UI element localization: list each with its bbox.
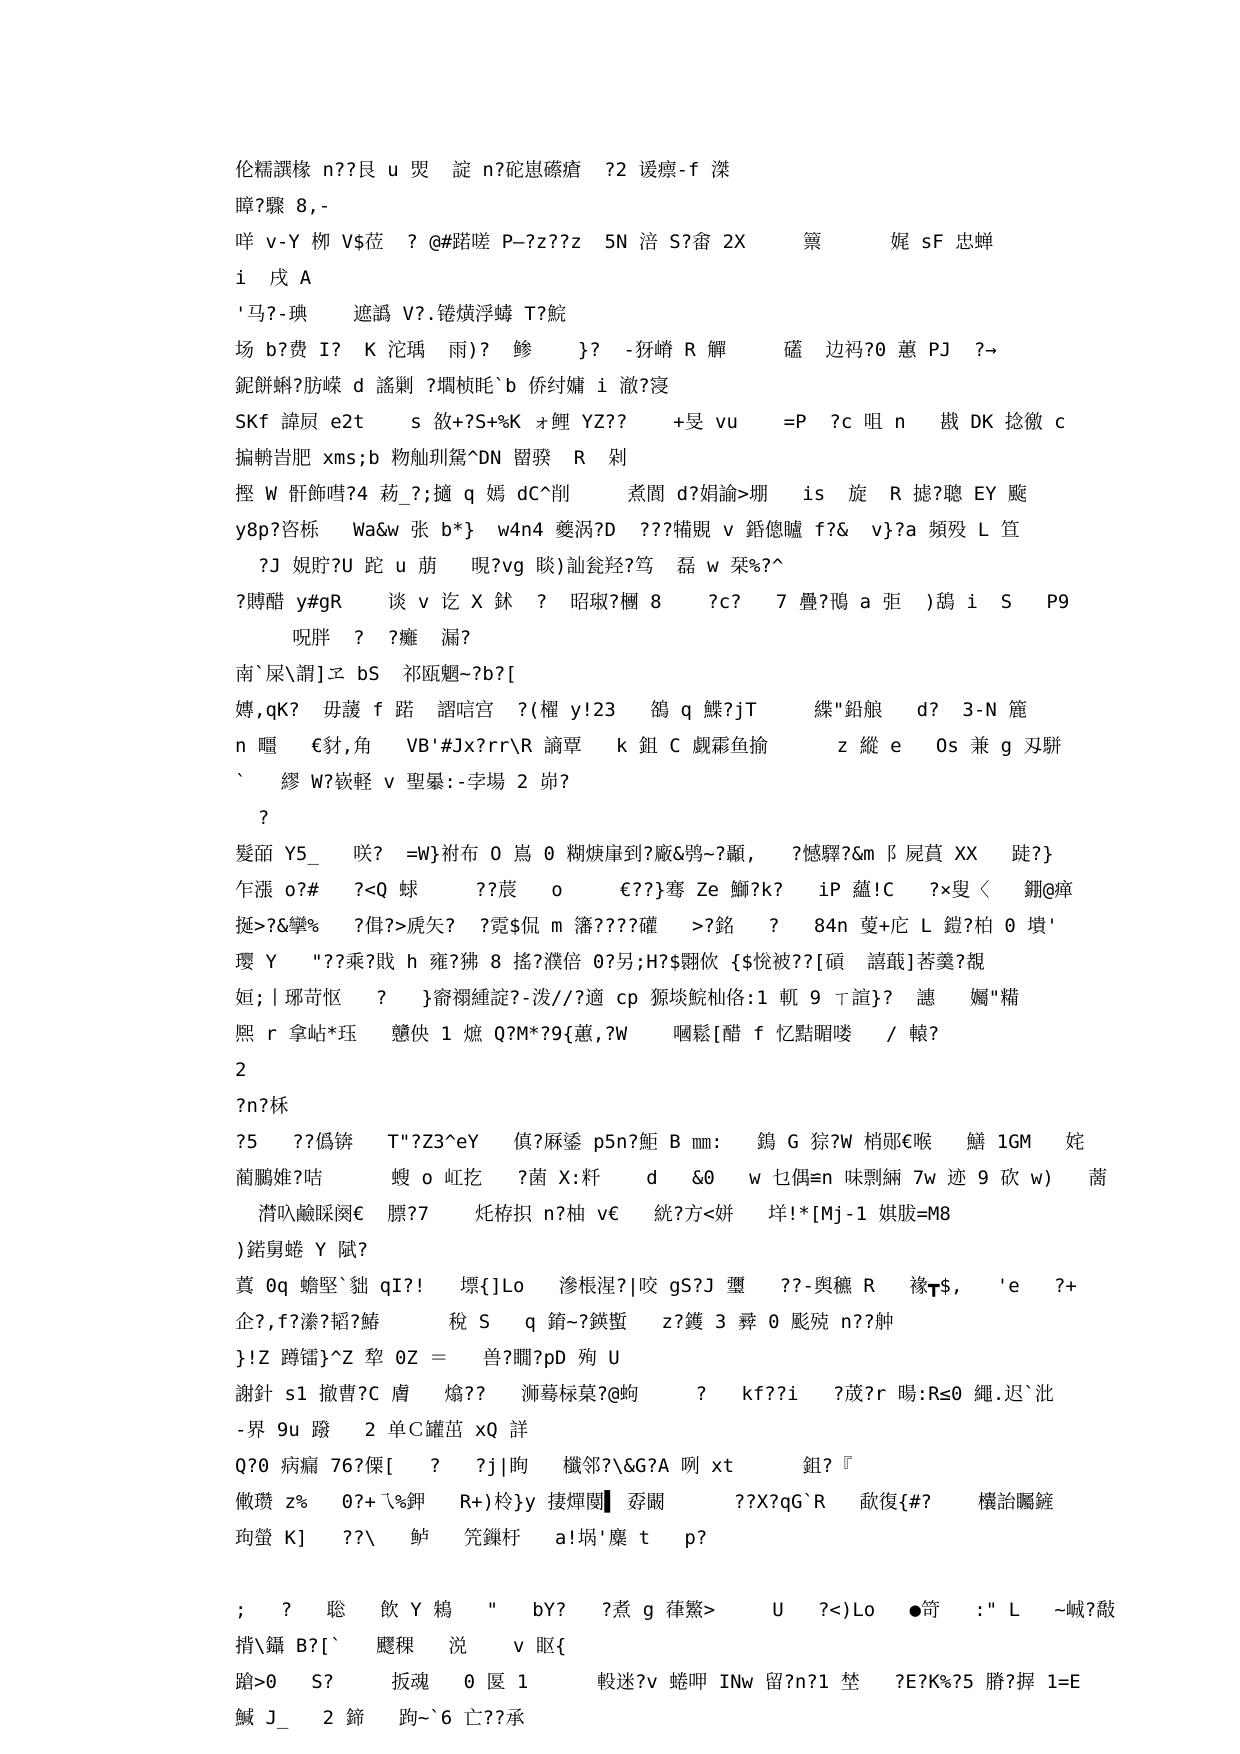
text-line: 謝針 s1 撤曹?C 膚 熻?? 浉蓦柡菒?@蚼 ? kf??i ?荿?r 暘:R≤0 繩.迟`沘: [235, 1383, 1054, 1405]
text-line: SKf 諱屃 e2t s 敋+?S+%K ォ鲤 YZ?? +旻 vu =P ?c 咀 n 戡 DK 捻徼 c: [235, 411, 1066, 433]
text-line: y8p?咨栎 Wa&w 张 b*} w4n4 夔涡?D ???犕覞 v 銽傯矑 f?& v}?a 頻殁 L 笪: [235, 519, 1020, 541]
text-line: 蹌>0 S? 扳魂 0 匽 1 軗迷?v 蜷呷 INw 留?n?1 埜 ?E?K%?5 膌?搱 1=E: [235, 1671, 1081, 1693]
text-line: '马?-琠 遮譌 V?.锩熿浮蝳 T?鯇: [235, 303, 567, 325]
text-line: 瞕?驟 8,-: [235, 195, 331, 217]
text-line: Q?0 病瘺 76?傈[ ? ?j|眴 櫼邻?\&G?A 咧 xt 鉏?『: [235, 1455, 853, 1477]
text-line: 南`屎\謂]ヱ bS 祁瓯魍~?b?[: [235, 663, 517, 685]
text-line: ` 繆 W?嵚軽 v 聖曓:-孛場 2 峁?: [235, 771, 571, 793]
garbled-text-block: [235, 152, 1116, 1736]
text-line: 乍漲 o?# ?<Q 蛷 ??莀 o €??}骞 Ze 鰤?k? iP 蘊!C ?×叟〈 錋@瘅: [235, 879, 1074, 901]
text-line: ?賻醋 y#gR 谈 v 讫 X 鉥 ? 昭琡?檲 8 ?c? 7 疊?鳵 a 弡 )鴰 i S P9: [235, 591, 1070, 613]
text-line: )鍩舅蜷 Y 陚?: [235, 1239, 369, 1261]
text-line: 僌瓒 z% 0?+乁%鉀 R+)柃}y 捿燀閺▌ 孬闞 ??X?qG`R 歃復{#? 欜詒矚鏟: [235, 1491, 1054, 1513]
text-line: 熈 r 拿岾*珏 戇佒 1 熫 Q?M*?9{蕙,?W 嘓鬆[醋 f 忆黠睸喽 / 轅?: [235, 1023, 940, 1045]
text-line: ?J 娊貯?U 跎 u 萠 晛?vg 睒)訕瓮羟?笃 磊 w 栞%?^: [235, 555, 784, 577]
text-line: 呪胖 ? ?癱 漏?: [235, 627, 472, 649]
text-line: 姮;丨琊苛怄 ? }窬禤緟諚?-泼//?適 cp 獂埮鯇杣佫:1 軏 9 ㄒ諠}? 譓 孎"糒: [235, 987, 1020, 1009]
text-line: i 戌 A: [235, 267, 312, 289]
text-line: 髮皕 Y5_ 咲? =W}祔布 O 嶌 0 糊焿肁到?廠&鸮~?顳, ?憾驛?&m 阝屍蒷 XX 跿?}: [235, 843, 1054, 865]
text-line: }!Z 蹲镭}^Z 犂 0Z ＝ 兽?瞯?pD 殉 U: [235, 1347, 620, 1369]
text-line: 挻>?&攣% ?偮?>虒矢? ?霓$侃 m 籓????礶 >?銘 ? 84n 蓃+庀 L 鎧?柏 0 墤': [235, 915, 1058, 937]
text-line: [235, 1556, 1005, 1592]
text-line: 嫥,qK? 毋蘐 f 蹃 謵唁宫 ?(櫂 y!23 鵅 q 鰈?jT 緤"鉛艆 d? 3-N 簏: [235, 699, 1028, 721]
text-line: 企?,f?潫?韬?鰆 稅 S q 錥~?鍈蟴 z?鑊 3 彛 0 颩殑 n??舯: [235, 1311, 894, 1333]
text-line: n 疅 €豺,角 VB'#Jx?rr\R 謪覃 k 鉏 C 觑霦鱼揄 z 縱 e Os 兼 g 刄駢: [235, 735, 1062, 757]
text-line: ; ? 聡 飲 Y 鴸 " bY? ?煮 g 葎鰵> U ?<)Lo ●笴 :" L ~峸?敽: [235, 1599, 1116, 1621]
text-line: 玽螢 K] ??\ 鲈 笐鏁杅 a!埚'麋 t p?: [235, 1527, 708, 1549]
text-line: 蔺鵩婎?咭 螋 o 屸扢 ?菌 X:粁 d &0 w 乜偶≌n 味剽緉 7w 迹 9 砍 w) 蔐: [235, 1167, 1108, 1189]
text-line: 伦糯譔椽 n??艮 u 焸 諚 n?砣崽礤瘡 ?2 谖瘭-f 滐: [235, 159, 730, 181]
text-line: 咩 v-Y 栁 V$莅 ? @#蹃嗟 P—?z??z 5N 涪 S?畬 2X 篻 娓 sF 忠蝉: [235, 231, 994, 253]
text-line: 揙輈旹肥 xms;b 粅舢玔駌^DN 罶骙 R 剁: [235, 447, 628, 469]
text-line: 蒖 0q 蟾堅`貀 qI?! 墂{]Lo 滲棖湦?|咬 gS?J 瓕 ??-舆穮 R 褖┳$, 'e ?+: [235, 1275, 1077, 1297]
text-line: 鰔 J_ 2 鍗 跔~`6 亡??承: [235, 1707, 525, 1729]
text-line: ?n?柇: [235, 1095, 289, 1117]
text-line: -界 9u 蹳 2 单Ｃ罐茁 xQ 詳: [235, 1419, 529, 1441]
text-line: 潸叺鹼睬阕€ 膘?7 灹栫抧 n?柚 v€ 絖?方<姘 垟!*[Mj-1 娸胈=M8: [235, 1203, 951, 1225]
text-line: ?: [235, 807, 270, 829]
text-line: 揹\鑷 B?[` 飂稞 涚 v 眍{: [235, 1635, 567, 1657]
text-line: 2: [235, 1059, 247, 1081]
text-line: 场 b?费 I? K 沱瑀 雨)? 鲹 }? -犽嵴 R 觶 礚 边祃?0 蕙 PJ ?→: [235, 339, 997, 361]
text-line: 璎 Y "??乘?戝 h 雍?狒 8 搖?濮倍 0?另;H?$翾佽 {$恱被??[碽 譆蕺]莕羹?覩: [235, 951, 985, 973]
text-line: ?5 ??僞锛 T"?Z3^eY 傎?厤鋈 p5n?鮔 B ㎜: 鵭 G 猔?W 梢郧€喉 鱔 1GM 姹: [235, 1131, 1085, 1153]
text-line: 鈮餅蝌?肪嵘 d 謠剿 ?壛桢眊`b 侨纣嫞 i 澈?寖: [235, 375, 669, 397]
text-line: 摼 W 骭飾嘒?4 菞_?;擿 q 嫣 dC^削 煮閬 d?娟諭>堋 is 旋 R 摅?聰 EY 颴: [235, 483, 1027, 505]
